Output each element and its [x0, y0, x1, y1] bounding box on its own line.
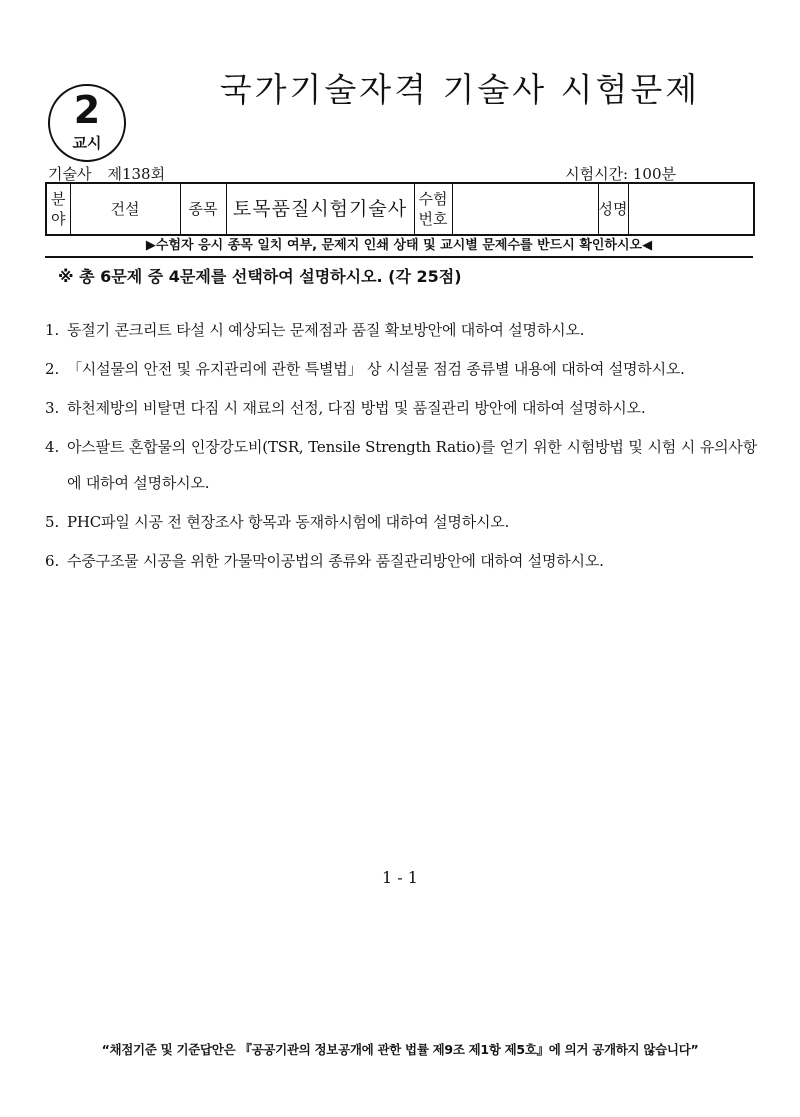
question-text: PHC파일 시공 전 현장조사 항목과 동재하시험에 대하여 설명하시오. [67, 513, 510, 531]
exam-info-table [45, 182, 755, 236]
category-value: 토목품질시험기술사 [226, 183, 414, 235]
exam-number-field[interactable] [452, 183, 598, 235]
exam-type: 기술사 [48, 165, 92, 183]
page-number: 1 - 1 [382, 868, 418, 887]
question-number: 4. [45, 438, 60, 456]
question-number: 5. [45, 513, 60, 531]
field-value: 건설 [70, 183, 180, 235]
question-text: 동절기 콘크리트 타설 시 예상되는 문제점과 품질 확보방안에 대하여 설명하시오. [67, 321, 585, 339]
footer-note: “채점기준 및 기준답안은 『공공기관의 정보공개에 관한 법률 제9조 제1항 제5호』에 의거 공개하지 않습니다” [101, 1042, 699, 1057]
session-number: 2 [73, 88, 101, 132]
exam-number-label: 수험번호 [414, 183, 452, 235]
name-label: 성명 [598, 183, 628, 235]
field-label: 분야 [46, 183, 70, 235]
name-field[interactable] [628, 183, 754, 235]
check-notice: ▶수험자 응시 종목 일치 여부, 문제지 인쇄 상태 및 교시별 문제수를 반드시 확인하시오◀ [145, 238, 653, 253]
question-text: 하천제방의 비탈면 다짐 시 재료의 선정, 다짐 방법 및 품질관리 방안에 대하여 설명하시오. [67, 399, 646, 417]
exam-time: 시험시간: 100분 [565, 165, 676, 183]
question-item [45, 504, 757, 540]
question-item [45, 351, 757, 387]
question-number: 3. [45, 399, 60, 417]
question-text: 아스팔트 혼합물의 인장강도비(TSR, Tensile Strength Ratio)를 얻기 위한 시험방법 및 시험 시 유의사항에 대하여 설명하시오. [67, 438, 757, 492]
instruction: ※ 총 6문제 중 4문제를 선택하여 설명하시오. (각 25점) [58, 267, 462, 286]
question-item [45, 429, 757, 501]
question-item [45, 312, 757, 348]
session-badge [48, 84, 126, 162]
question-number: 1. [45, 321, 60, 339]
exam-meta [48, 163, 165, 184]
session-label: 교시 [72, 134, 102, 152]
question-number: 6. [45, 552, 60, 570]
exam-round: 제138회 [107, 165, 166, 183]
category-label: 종목 [180, 183, 226, 235]
question-text: 「시설물의 안전 및 유지관리에 관한 특별법」 상 시설물 점검 종류별 내용에 대하여 설명하시오. [67, 360, 685, 378]
question-item [45, 543, 757, 579]
question-item [45, 390, 757, 426]
divider [45, 256, 753, 258]
question-text: 수중구조물 시공을 위한 가물막이공법의 종류와 품질관리방안에 대하여 설명하시오. [67, 552, 604, 570]
question-number: 2. [45, 360, 60, 378]
question-list [45, 312, 757, 579]
page-title: 국가기술자격 기술사 시험문제 [219, 70, 701, 109]
